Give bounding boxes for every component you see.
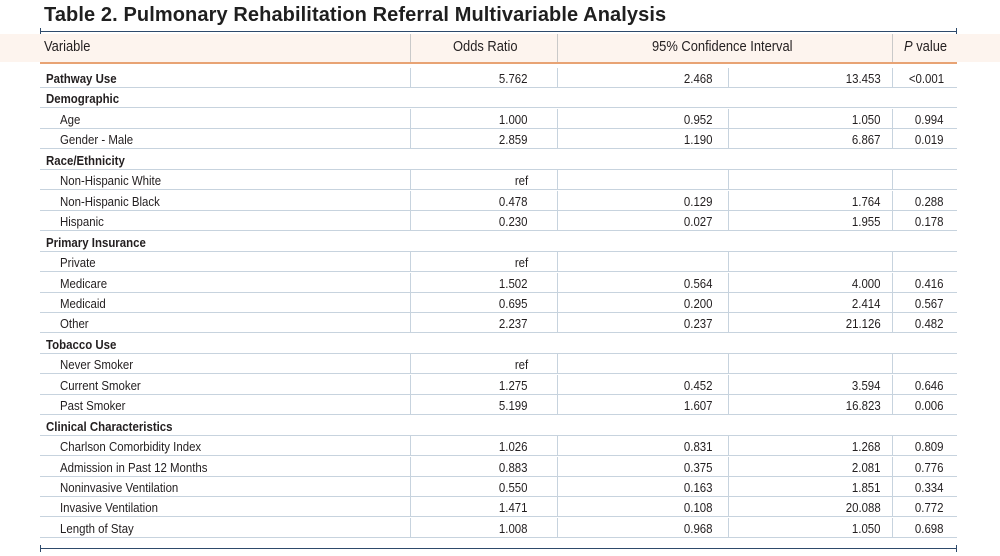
column-divider [728,477,729,497]
column-divider [892,211,893,231]
column-divider [410,354,411,374]
ci-lower-cell: 0.200 [684,295,713,311]
ci-lower-cell: 0.952 [684,111,713,127]
column-divider [410,191,411,211]
column-divider [557,273,558,293]
p-value-cell: 0.772 [915,500,944,516]
ci-upper-cell: 6.867 [852,132,881,148]
ci-lower-cell: 0.027 [684,214,713,230]
column-divider [410,293,411,313]
odds-ratio-cell: 2.859 [499,132,528,148]
column-divider [892,354,893,374]
header-underline [40,62,957,64]
p-value-cell: 0.178 [915,214,944,230]
odds-ratio-cell: 5.762 [499,71,528,86]
table-row [40,68,957,88]
column-divider [728,313,729,333]
column-divider [557,497,558,517]
variable-label: Admission in Past 12 Months [60,459,208,475]
bottom-rule-right-tick [956,545,957,552]
column-divider [410,313,411,333]
column-divider [410,68,411,88]
column-divider [557,313,558,333]
header-variable: Variable [44,38,91,55]
p-value-cell: 0.334 [915,480,944,495]
p-value-cell: 0.006 [915,398,944,414]
column-divider [410,477,411,497]
table-row [40,518,957,538]
ci-upper-cell: 1.050 [852,111,881,127]
p-value-cell: 0.482 [915,316,944,332]
ci-upper-cell: 21.126 [846,316,881,332]
odds-ratio-cell: 1.000 [499,111,528,127]
section-header-row [40,150,957,170]
table-row [40,457,957,477]
column-divider [892,436,893,456]
variable-label: Other [60,316,89,332]
column-divider [557,109,558,129]
variable-label: Invasive Ventilation [60,500,158,516]
column-divider [892,313,893,333]
variable-label: Length of Stay [60,520,134,536]
column-divider [557,354,558,374]
variable-label: Charlson Comorbidity Index [60,439,202,455]
bottom-rule-left-tick [40,545,41,552]
table-row [40,354,957,374]
column-divider [728,375,729,395]
ci-lower-cell: 0.831 [684,439,713,455]
table-row [40,191,957,211]
p-value-cell: 0.698 [915,520,944,536]
bottom-rule [40,548,957,549]
variable-label: Age [60,111,81,127]
header-confidence-interval: 95% Confidence Interval [652,38,793,55]
header-divider [557,34,558,62]
odds-ratio-cell: 1.026 [499,439,528,455]
variable-label: Gender - Male [60,132,134,148]
table-row [40,129,957,149]
ci-upper-cell: 16.823 [846,398,881,414]
column-divider [892,129,893,149]
variable-label: Medicaid [60,295,106,311]
odds-ratio-cell: 1.502 [499,275,528,291]
ci-lower-cell: 0.564 [684,275,713,291]
column-divider [557,293,558,313]
section-label: Clinical Characteristics [46,418,173,434]
variable-label: Past Smoker [60,398,126,414]
table-row [40,211,957,231]
column-divider [410,375,411,395]
column-divider [410,497,411,517]
ci-upper-cell: 1.050 [852,520,881,536]
ci-lower-cell: 0.163 [684,480,713,495]
column-divider [728,518,729,538]
table-row [40,252,957,272]
column-divider [892,252,893,272]
ci-lower-cell: 0.237 [684,316,713,332]
header-divider [892,34,893,62]
variable-label: Non-Hispanic Black [60,193,160,209]
column-divider [728,273,729,293]
ci-upper-cell: 2.414 [852,295,881,311]
odds-ratio-cell: 1.275 [499,377,528,393]
column-divider [892,273,893,293]
ci-upper-cell: 20.088 [846,500,881,516]
odds-ratio-cell: 1.471 [499,500,528,516]
ci-upper-cell: 1.955 [852,214,881,230]
section-label: Tobacco Use [46,336,117,352]
column-divider [728,109,729,129]
odds-ratio-cell: 0.883 [499,459,528,475]
column-divider [557,211,558,231]
column-divider [728,211,729,231]
p-value-cell: 0.646 [915,377,944,393]
variable-label: Hispanic [60,214,104,230]
column-divider [557,191,558,211]
ci-lower-cell: 0.129 [684,193,713,209]
column-divider [728,436,729,456]
ci-upper-cell: 13.453 [846,71,881,86]
section-label: Primary Insurance [46,234,146,250]
column-divider [557,375,558,395]
column-divider [410,436,411,456]
section-header-row [40,88,957,108]
column-divider [410,395,411,415]
ci-upper-cell: 1.851 [852,480,881,495]
odds-ratio-cell: 0.695 [499,295,528,311]
column-divider [892,68,893,88]
ci-upper-cell: 4.000 [852,275,881,291]
column-divider [728,457,729,477]
ci-upper-cell: 3.594 [852,377,881,393]
header-p-value [904,38,947,55]
variable-label: Medicare [60,275,108,291]
column-divider [728,293,729,313]
odds-ratio-cell: 0.550 [499,480,528,495]
p-value-cell: 0.019 [915,132,944,148]
p-value-cell: 0.994 [915,111,944,127]
odds-ratio-cell: ref [514,357,528,373]
column-divider [410,129,411,149]
section-label: Demographic [46,91,120,107]
ci-lower-cell: 2.468 [684,71,713,86]
table-title: Table 2. Pulmonary Rehabilitation Referral Multivariable Analysis [44,4,667,26]
variable-label: Private [60,255,96,271]
column-divider [728,68,729,88]
column-divider [892,477,893,497]
odds-ratio-cell: ref [514,173,528,189]
column-divider [728,252,729,272]
table-row [40,375,957,395]
p-value-cell: 0.567 [915,295,944,311]
header-p-italic: P [904,38,913,55]
ci-lower-cell: 1.190 [684,132,713,148]
column-divider [410,457,411,477]
column-divider [728,191,729,211]
table-row [40,293,957,313]
section-label: Race/Ethnicity [46,152,125,168]
odds-ratio-cell: 5.199 [499,398,528,414]
p-value-cell: 0.416 [915,275,944,291]
odds-ratio-cell: 0.478 [499,193,528,209]
column-divider [892,109,893,129]
ci-lower-cell: 1.607 [684,398,713,414]
ci-lower-cell: 0.968 [684,520,713,536]
p-value-cell: 0.776 [915,459,944,475]
column-divider [557,395,558,415]
table-row [40,313,957,333]
column-divider [728,497,729,517]
header-divider [410,34,411,62]
column-divider [892,170,893,190]
odds-ratio-cell: ref [514,255,528,271]
column-divider [728,170,729,190]
section-header-row [40,416,957,436]
section-header-row [40,232,957,252]
variable-label: Pathway Use [46,71,117,86]
variable-label: Current Smoker [60,377,141,393]
odds-ratio-cell: 0.230 [499,214,528,230]
ci-lower-cell: 0.452 [684,377,713,393]
column-divider [728,395,729,415]
column-divider [410,273,411,293]
ci-upper-cell: 2.081 [852,459,881,475]
ci-lower-cell: 0.108 [684,500,713,516]
column-divider [892,518,893,538]
column-divider [557,129,558,149]
ci-upper-cell: 1.764 [852,193,881,209]
ci-upper-cell: 1.268 [852,439,881,455]
column-divider [728,129,729,149]
column-divider [892,191,893,211]
table-row [40,109,957,129]
variable-label: Never Smoker [60,357,134,373]
table-row [40,395,957,415]
variable-label: Non-Hispanic White [60,173,162,189]
p-value-cell: 0.288 [915,193,944,209]
p-value-cell: 0.809 [915,439,944,455]
column-divider [728,354,729,374]
ci-lower-cell: 0.375 [684,459,713,475]
table-row [40,170,957,190]
header-p-rest: value [912,38,948,55]
column-divider [892,395,893,415]
column-divider [892,375,893,395]
odds-ratio-cell: 2.237 [499,316,528,332]
column-divider [892,293,893,313]
column-divider [410,170,411,190]
table-row [40,477,957,497]
variable-label: Noninvasive Ventilation [60,480,179,495]
table-row [40,497,957,517]
p-value-cell: <0.001 [908,71,944,86]
column-divider [410,252,411,272]
column-divider [892,497,893,517]
column-divider [557,477,558,497]
column-divider [410,518,411,538]
column-divider [410,211,411,231]
column-divider [557,436,558,456]
table-row [40,273,957,293]
column-divider [892,457,893,477]
top-rule [40,31,957,32]
section-header-row [40,334,957,354]
row-separator [40,537,957,538]
odds-ratio-cell: 1.008 [499,520,528,536]
column-divider [557,68,558,88]
column-divider [410,109,411,129]
column-divider [557,252,558,272]
column-divider [557,170,558,190]
column-divider [557,457,558,477]
header-odds-ratio: Odds Ratio [453,38,518,55]
column-divider [557,518,558,538]
table-row [40,436,957,456]
